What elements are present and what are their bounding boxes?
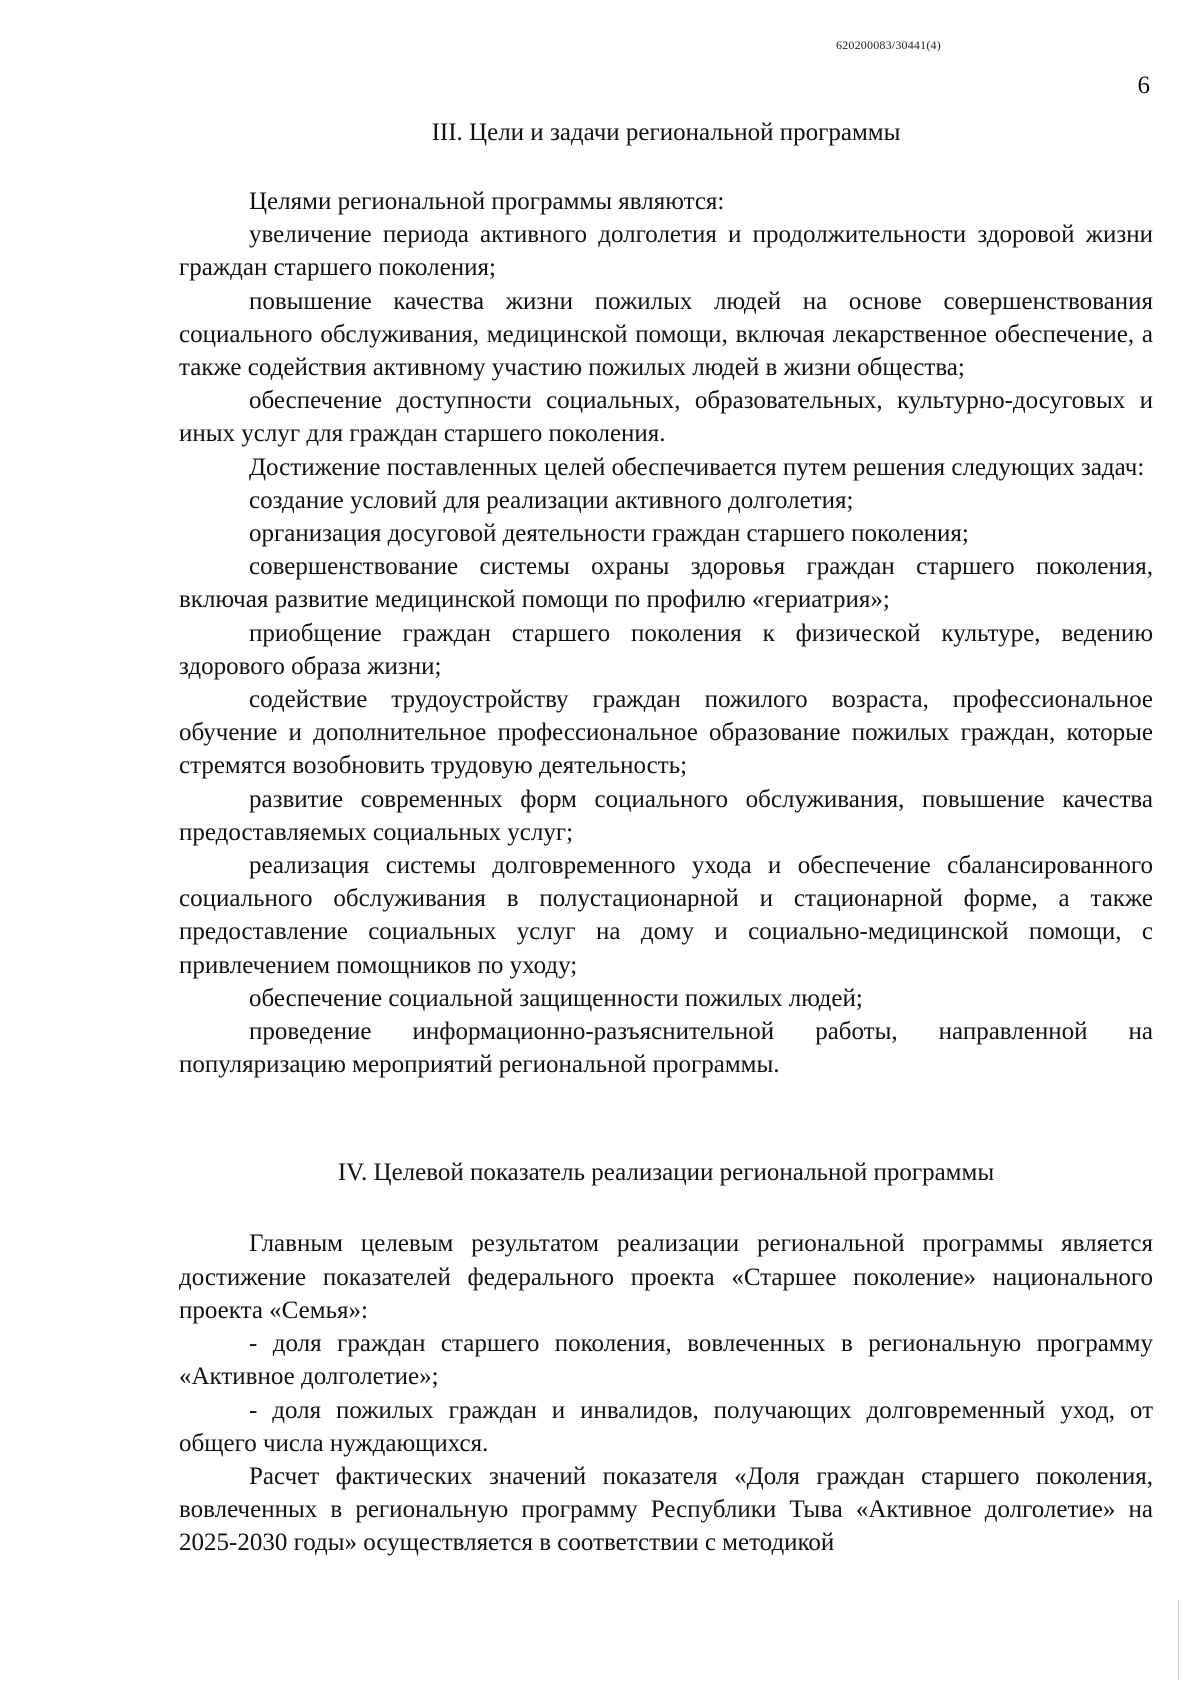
- section-3-paragraph: приобщение граждан старшего поколения к физической культуре, ведению здорового образа жизни;: [179, 619, 1153, 680]
- section-4-paragraph: Главным целевым результатом реализации региональной программы является достижение показателей федерального проекта «Старшее поколение» национального проекта «Семья»:: [179, 1230, 1153, 1324]
- page-number: 6: [1137, 72, 1150, 99]
- section-3-paragraph: реализация системы долговременного ухода и обеспечение сбалансированного социального обслуживания в полустационарной и стационарной форме, а также предоставление социальных услуг на дому и социально-медицинской помощи, с привлечением помощников по уходу;: [179, 852, 1153, 979]
- section-3-paragraph: Целями региональной программы являются:: [249, 188, 725, 215]
- section-3-paragraph: содействие трудоустройству граждан пожилого возраста, профессиональное обучение и дополнительное профессиональное образование пожилых граждан, которые стремятся возобновить трудовую деятельность;: [179, 686, 1153, 780]
- scan-artifact-line: [1178, 1600, 1179, 1680]
- section-3-paragraph: проведение информационно-разъяснительной работы, направленной на популяризацию мероприятий региональной программы.: [179, 1018, 1153, 1079]
- section-3-paragraph: обеспечение социальной защищенности пожилых людей;: [249, 984, 863, 1012]
- section-3-heading: III. Цели и задачи региональной программы: [431, 119, 901, 146]
- section-3-paragraph: совершенствование системы охраны здоровья граждан старшего поколения, включая развитие медицинской помощи по профилю «гериатрия»;: [179, 553, 1153, 614]
- section-4-heading: IV. Целевой показатель реализации региональной программы: [337, 1159, 995, 1187]
- section-3-paragraph: обеспечение доступности социальных, образовательных, культурно-досуговых и иных услуг для граждан старшего поколения.: [179, 387, 1153, 448]
- section-3-paragraph: развитие современных форм социального обслуживания, повышение качества предоставляемых социальных услуг;: [179, 785, 1153, 846]
- section-3-paragraph: создание условий для реализации активного долголетия;: [249, 486, 854, 514]
- section-3-paragraph: Достижение поставленных целей обеспечивается путем решения следующих задач:: [249, 453, 1145, 481]
- section-3-paragraph: повышение качества жизни пожилых людей на основе совершенствования социального обслуживания, медицинской помощи, включая лекарственное обеспечение, а также содействия активному участию пожилых людей в жизни общества;: [179, 287, 1153, 382]
- section-3-paragraph: увеличение периода активного долголетия и продолжительности здоровой жизни граждан старшего поколения;: [179, 221, 1153, 282]
- document-id: 620200083/30441(4): [836, 38, 941, 52]
- section-4-paragraph: Расчет фактических значений показателя «Доля граждан старшего поколения, вовлеченных в региональную программу Республики Тыва «Активное долголетие» на 2025-2030 годы» осуществляется в соответствии с методикой: [179, 1462, 1153, 1557]
- document-body: [179, 116, 1153, 1560]
- section-4-paragraph: - доля пожилых граждан и инвалидов, получающих долговременный уход, от общего числа нуждающихся.: [179, 1396, 1153, 1457]
- section-3-paragraph: организация досуговой деятельности граждан старшего поколения;: [249, 520, 969, 548]
- section-4-paragraph: - доля граждан старшего поколения, вовлеченных в региональную программу «Активное долголетие»;: [179, 1330, 1153, 1391]
